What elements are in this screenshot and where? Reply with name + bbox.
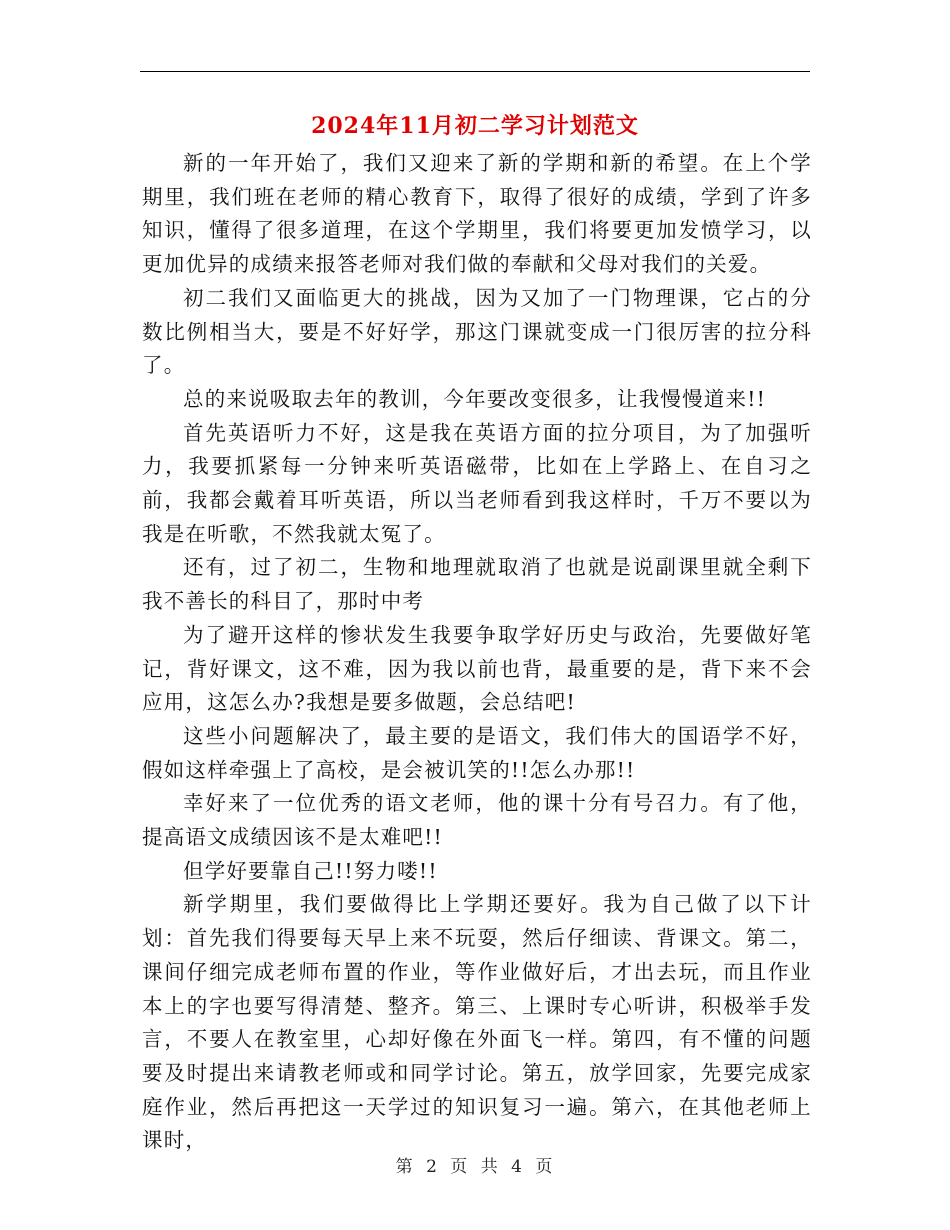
page-footer: 第 2 页 共 4 页 — [395, 1157, 555, 1177]
paragraph-6: 为了避开这样的惨状发生我要争取学好历史与政治，先要做好笔记，背好课文，这不难，因为我以前也背，最重要的是，背下来不会应用，这怎么办?我想是要多做题，会总结吧! — [142, 622, 812, 715]
document-title: 2024年11月初二学习计划范文 — [311, 113, 639, 139]
paragraph-9: 但学好要靠自己!!努力喽!! — [183, 858, 438, 883]
paragraph-8: 幸好来了一位优秀的语文老师，他的课十分有号召力。有了他，提高语文成绩因该不是太难吧!! — [142, 791, 812, 850]
paragraph-5: 还有，过了初二，生物和地理就取消了也就是说副课里就全剩下我不善长的科目了，那时中考 — [142, 555, 812, 614]
paragraph-2: 初二我们又面临更大的挑战，因为又加了一门物理课，它占的分数比例相当大，要是不好好学，那这门课就变成一门很厉害的拉分科了。 — [142, 285, 812, 378]
paragraph-3: 总的来说吸取去年的教训，今年要改变很多，让我慢慢道来!! — [183, 386, 767, 411]
paragraph-7: 这些小问题解决了，最主要的是语文，我们伟大的国语学不好，假如这样牵强上了高校，是会被讥笑的!!怎么办那!! — [142, 723, 812, 782]
paragraph-10: 新学期里，我们要做得比上学期还要好。我为自己做了以下计划：首先我们得要每天早上来不玩耍，然后仔细读、背课文。第二，课间仔细完成老师布置的作业，等作业做好后，才出去玩，而且作业本上的字也要写得清楚、整齐。第三、上课时专心听讲，积极举手发言，不要人在教室里，心却好像在外面飞一样。第四，有不懂的问题要及时提出来请教老师或和同学讨论。第五，放学回家，先要完成家庭作业，然后再把这一天学过的知识复习一遍。第六，在其他老师上课时， — [142, 892, 812, 1153]
paragraph-4: 首先英语听力不好，这是我在英语方面的拉分项目，为了加强听力，我要抓紧每一分钟来听英语磁带，比如在上学路上、在自习之前，我都会戴着耳听英语，所以当老师看到我这样时，千万不要以为我是在听歌，不然我就太冤了。 — [142, 420, 812, 546]
header-rule — [140, 71, 810, 72]
document-body — [142, 147, 812, 1158]
paragraph-1: 新的一年开始了，我们又迎来了新的学期和新的希望。在上个学期里，我们班在老师的精心教育下，取得了很好的成绩，学到了许多知识，懂得了很多道理，在这个学期里，我们将要更加发愤学习，以更加优异的成绩来报答老师对我们做的奉献和父母对我们的关爱。 — [142, 151, 812, 277]
